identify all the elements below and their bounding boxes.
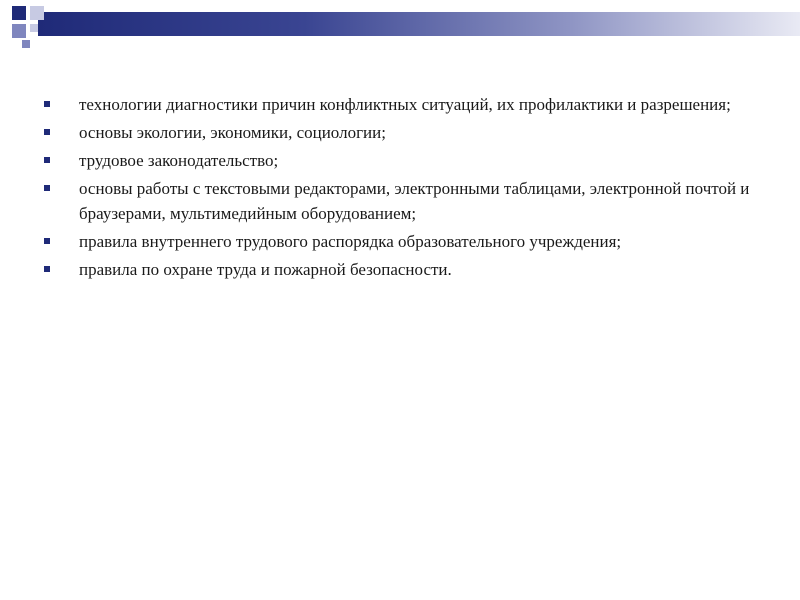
square-bullet-icon xyxy=(44,185,50,191)
list-item-text: правила внутреннего трудового распорядка образовательного учреждения; xyxy=(79,232,622,251)
square-bullet-icon xyxy=(44,101,50,107)
list-item xyxy=(44,229,764,254)
corner-square-icon xyxy=(12,6,26,20)
square-bullet-icon xyxy=(44,266,50,272)
list-item-text: правила по охране труда и пожарной безопасности. xyxy=(79,260,452,279)
header-band xyxy=(38,12,800,36)
list-item xyxy=(44,257,764,282)
corner-square-icon xyxy=(12,24,26,38)
list-item-text: технологии диагностики причин конфликтных ситуаций, их профилактики и разрешения; xyxy=(79,95,731,114)
list-item-text: основы работы с текстовыми редакторами, электронными таблицами, электронной почтой и браузерами, мультимедийным оборудованием; xyxy=(79,179,750,223)
bullet-list xyxy=(44,92,764,285)
square-bullet-icon xyxy=(44,238,50,244)
list-item xyxy=(44,92,764,117)
square-bullet-icon xyxy=(44,129,50,135)
corner-square-icon xyxy=(22,40,30,48)
corner-square-icon xyxy=(30,6,44,20)
list-item xyxy=(44,148,764,173)
list-item xyxy=(44,120,764,145)
list-item xyxy=(44,176,764,226)
list-item-text: трудовое законодательство; xyxy=(79,151,279,170)
square-bullet-icon xyxy=(44,157,50,163)
list-item-text: основы экологии, экономики, социологии; xyxy=(79,123,386,142)
corner-square-icon xyxy=(30,24,38,32)
